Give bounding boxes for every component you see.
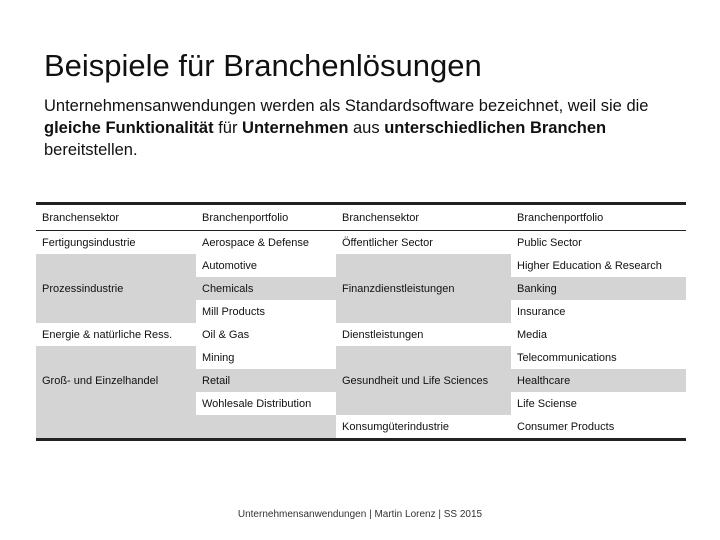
table-cell: Media (517, 328, 547, 341)
intro-bold-companies: Unternehmen (242, 119, 349, 137)
table-cell: Öffentlicher Sector (342, 236, 433, 249)
table-cell: Life Sciense (517, 397, 577, 410)
header-portfolio-1: Branchenportfolio (202, 211, 289, 224)
intro-bold-industries: unterschiedlichen Branchen (384, 119, 607, 137)
intro-part-1: Unternehmensanwendungen werden als Standardsoftware bezeichnet, weil sie die (44, 97, 649, 115)
table-row (36, 392, 686, 415)
table-row (36, 369, 686, 392)
table-row (36, 415, 686, 440)
table-cell: Dienstleistungen (342, 328, 424, 341)
table-row (36, 346, 686, 369)
header-portfolio-2: Branchenportfolio (517, 211, 604, 224)
table-cell: Wohlesale Distribution (202, 397, 312, 410)
table-cell (336, 254, 511, 277)
industry-solutions-table (36, 202, 686, 441)
intro-text (44, 95, 684, 161)
table-cell: Mill Products (202, 305, 265, 318)
table-cell (336, 300, 511, 323)
table-cell: Prozessindustrie (36, 277, 196, 300)
table-cell (36, 254, 196, 277)
table-cell: Banking (511, 277, 686, 300)
table-cell: Public Sector (517, 236, 582, 249)
table-cell: Mining (202, 351, 235, 364)
table-cell (336, 346, 511, 369)
slide-footer: Unternehmensanwendungen | Martin Lorenz | SS 2015 (237, 509, 483, 520)
table-cell: Automotive (202, 259, 258, 272)
slide-title: Beispiele für Branchenlösungen (44, 48, 482, 83)
table-cell: Fertigungsindustrie (42, 236, 136, 249)
table-cell: Chemicals (196, 277, 336, 300)
table-row (36, 254, 686, 277)
table-cell: Insurance (517, 305, 566, 318)
table-cell: Gesundheit und Life Sciences (336, 369, 511, 392)
table-row (36, 323, 686, 346)
table-cell (36, 392, 196, 415)
intro-bold-functionality: gleiche Funktionalität (44, 119, 214, 137)
table-cell: Retail (196, 369, 336, 392)
intro-part-2: für (213, 119, 243, 137)
table-header-row (36, 204, 686, 231)
table-cell: Telecommunications (517, 351, 617, 364)
header-sector-2: Branchensektor (342, 211, 420, 224)
table-cell: Consumer Products (517, 420, 615, 433)
table-cell: Healthcare (511, 369, 686, 392)
table-cell (36, 300, 196, 323)
table-cell: Oil & Gas (202, 328, 250, 341)
table-cell (36, 415, 196, 440)
table-cell: Groß- und Einzelhandel (36, 369, 196, 392)
table-cell (36, 346, 196, 369)
table-row (36, 277, 686, 300)
table-cell: Aerospace & Defense (202, 236, 310, 249)
table-row (36, 300, 686, 323)
table-cell: Konsumgüterindustrie (342, 420, 450, 433)
intro-part-3: aus (348, 119, 385, 137)
table-cell: Energie & natürliche Ress. (42, 328, 173, 341)
table-cell: Higher Education & Research (517, 259, 662, 272)
header-sector-1: Branchensektor (42, 211, 120, 224)
table-cell (336, 392, 511, 415)
table-cell (196, 415, 336, 440)
table-cell: Finanzdienstleistungen (336, 277, 511, 300)
intro-part-4: bereitstellen. (44, 141, 138, 159)
table-row (36, 231, 686, 255)
